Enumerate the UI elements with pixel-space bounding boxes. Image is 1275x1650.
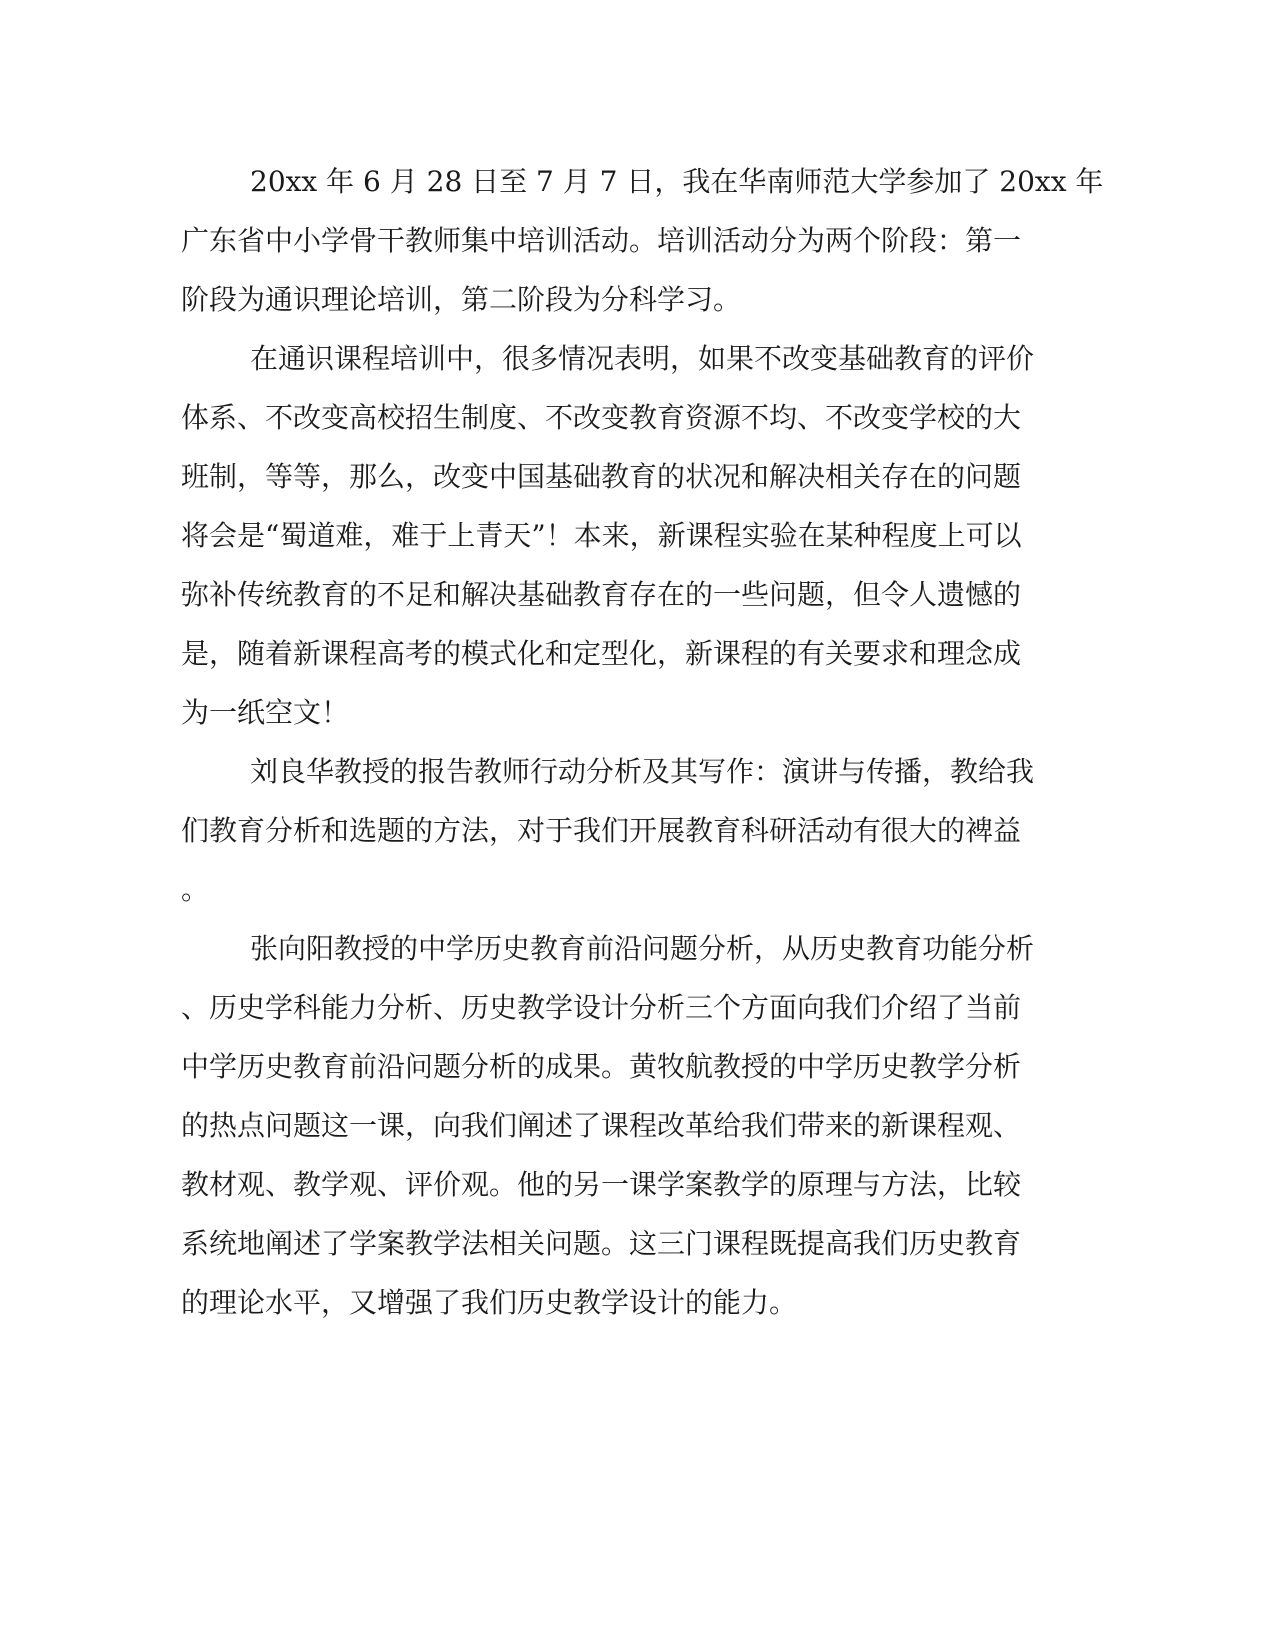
text-line: 阶段为通识理论培训，第二阶段为分科学习。 <box>181 283 742 316</box>
text-line: 为一纸空文！ <box>181 696 350 729</box>
text-line: 刘良华教授的报告教师行动分析及其写作：演讲与传播，教给我 <box>250 755 1035 788</box>
text-line: 们教育分析和选题的方法，对于我们开展教育科研活动有很大的裨益 <box>181 814 1022 847</box>
text-line: 班制，等等，那么，改变中国基础教育的状况和解决相关存在的问题 <box>181 460 1022 493</box>
text-line: 弥补传统教育的不足和解决基础教育存在的一些问题，但令人遗憾的 <box>181 578 1022 611</box>
text-line: 中学历史教育前沿问题分析的成果。黄牧航教授的中学历史教学分析 <box>181 1050 1022 1083</box>
text-line: 、历史学科能力分析、历史教学设计分析三个方面向我们介绍了当前 <box>181 991 1022 1024</box>
text-line: 的理论水平，又增强了我们历史教学设计的能力。 <box>181 1286 798 1319</box>
text-line: 。 <box>181 873 210 906</box>
text-line: 系统地阐述了学案教学法相关问题。这三门课程既提高我们历史教育 <box>181 1227 1022 1260</box>
text-line: 将会是“蜀道难，难于上青天”！本来，新课程实验在某种程度上可以 <box>181 519 1022 552</box>
text-line: 教材观、教学观、评价观。他的另一课学案教学的原理与方法，比较 <box>181 1168 1022 1201</box>
text-line: 20xx 年 6 月 28 日至 7 月 7 日，我在华南师范大学参加了 20xx 年 <box>250 165 1104 198</box>
text-line: 是，随着新课程高考的模式化和定型化，新课程的有关要求和理念成 <box>181 637 1022 670</box>
text-line: 广东省中小学骨干教师集中培训活动。培训活动分为两个阶段：第一 <box>181 224 1022 257</box>
text-line: 体系、不改变高校招生制度、不改变教育资源不均、不改变学校的大 <box>181 401 1022 434</box>
text-line: 在通识课程培训中，很多情况表明，如果不改变基础教育的评价 <box>250 342 1035 375</box>
text-line: 张向阳教授的中学历史教育前沿问题分析，从历史教育功能分析 <box>250 932 1035 965</box>
text-line: 的热点问题这一课，向我们阐述了课程改革给我们带来的新课程观、 <box>181 1109 1022 1142</box>
